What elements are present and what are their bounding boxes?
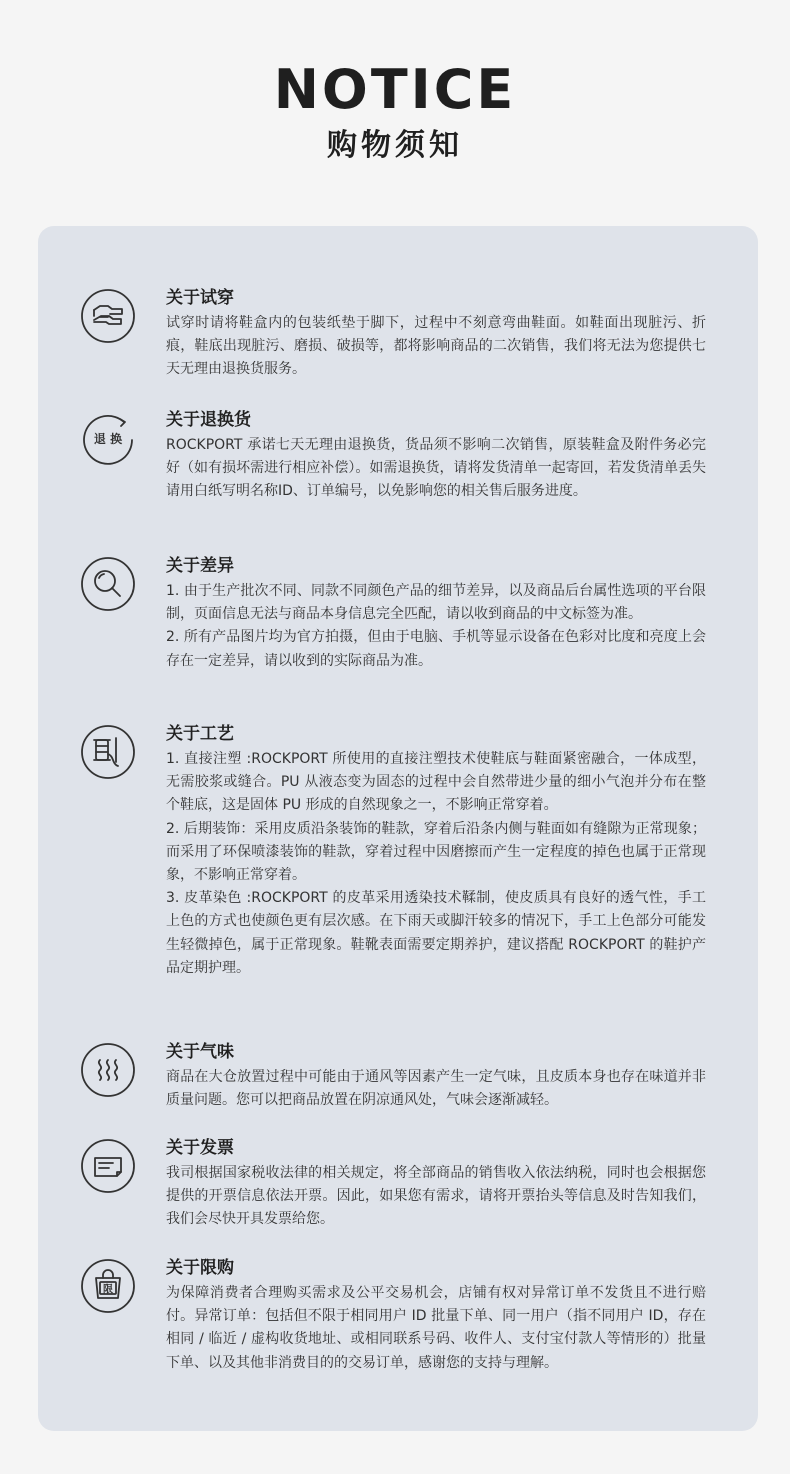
icon-label: 限 (103, 1284, 113, 1296)
section-paragraph: 试穿时请将鞋盒内的包装纸垫于脚下，过程中不刻意弯曲鞋面。如鞋面出现脏污、折痕，鞋底出现脏污、磨损、破损等，都将影响商品的二次销售，我们将无法为您提供七天无理由退换货服务。 (166, 315, 706, 378)
section-text (166, 1066, 706, 1112)
page-title: NOTICE (273, 58, 517, 121)
section-text (166, 312, 706, 382)
odor-waves-icon (80, 1042, 136, 1098)
page-subtitle: 购物须知 (327, 128, 463, 163)
section-text (166, 580, 706, 673)
section-title: 关于差异 (166, 556, 234, 576)
section-text (166, 434, 706, 504)
magnifier-icon (80, 556, 136, 612)
purchase-limit-bag-icon (80, 1258, 136, 1314)
icon-label: 退 换 (93, 432, 123, 446)
section-paragraph: 为保障消费者合理购买需求及公平交易机会，店铺有权对异常订单不发货且不进行赔付。异常订单：包括但不限于相同用户 ID 批量下单、同一用户（指不同用户 ID，存在相同 / 临近 / 虚构收货地址、或相同联系号码、收件人、支付宝付款人等情形的）批量下单、以及其他非消费目的的交易订单，感谢您的支持与理解。 (166, 1285, 706, 1371)
section-title: 关于工艺 (166, 724, 234, 744)
section-paragraph: 我司根据国家税收法律的相关规定，将全部商品的销售收入依法纳税，同时也会根据您提供的开票信息依法开票。因此，如果您有需求，请将开票抬头等信息及时告知我们，我们会尽快开具发票给您。 (166, 1165, 706, 1228)
section-title: 关于发票 (166, 1138, 234, 1158)
section-paragraph: 2. 后期装饰：采用皮质沿条装饰的鞋款，穿着后沿条内侧与鞋面如有缝隙为正常现象；而采用了环保喷漆装饰的鞋款，穿着过程中因磨擦而产生一定程度的掉色也属于正常现象，不影响正常穿着。 (166, 820, 706, 884)
section-title: 关于试穿 (166, 288, 234, 308)
section-paragraph: 1. 由于生产批次不同、同款不同颜色产品的细节差异，以及商品后台属性选项的平台限制，页面信息无法与商品本身信息完全匹配，请以收到商品的中文标签为准。 (166, 583, 706, 623)
notice-card (38, 226, 758, 1431)
section-paragraph: 3. 皮革染色 :ROCKPORT 的皮革采用透染技术鞣制，使皮质具有良好的透气性，手工上色的方式也使颜色更有层次感。在下雨天或脚汗较多的情况下，手工上色部分可能发生轻微掉色，属于正常现象。鞋靴表面需要定期养护，建议搭配 ROCKPORT 的鞋护产品定期护理。 (166, 890, 706, 976)
section-paragraph: 1. 直接注塑 :ROCKPORT 所使用的直接注塑技术使鞋底与鞋面紧密融合，一体成型，无需胶浆或缝合。PU 从液态变为固态的过程中会自然带进少量的细小气泡并分布在整个鞋底，这是固体 PU 形成的自然现象之一，不影响正常穿着。 (166, 751, 706, 814)
section-title: 关于气味 (166, 1042, 234, 1062)
section-text (166, 748, 706, 980)
section-title: 关于退换货 (166, 410, 251, 430)
section-paragraph: ROCKPORT 承诺七天无理由退换货，货品须不影响二次销售，原装鞋盒及附件务必完好（如有损坏需进行相应补偿）。如需退换货，请将发货清单一起寄回，若发货清单丢失请用白纸写明名称ID、订单编号，以免影响您的相关售后服务进度。 (166, 437, 706, 500)
return-exchange-icon (80, 410, 136, 466)
invoice-icon (80, 1138, 136, 1194)
thread-needle-icon (80, 724, 136, 780)
section-title: 关于限购 (166, 1258, 234, 1278)
section-text (166, 1162, 706, 1232)
section-paragraph: 商品在大仓放置过程中可能由于通风等因素产生一定气味，且皮质本身也存在味道并非质量问题。您可以把商品放置在阴凉通风处，气味会逐渐减轻。 (166, 1069, 706, 1109)
section-text (166, 1282, 706, 1375)
hand-shoe-icon (80, 288, 136, 344)
section-paragraph: 2. 所有产品图片均为官方拍摄，但由于电脑、手机等显示设备在色彩对比度和亮度上会存在一定差异，请以收到的实际商品为准。 (166, 629, 706, 669)
page-header (0, 60, 790, 166)
